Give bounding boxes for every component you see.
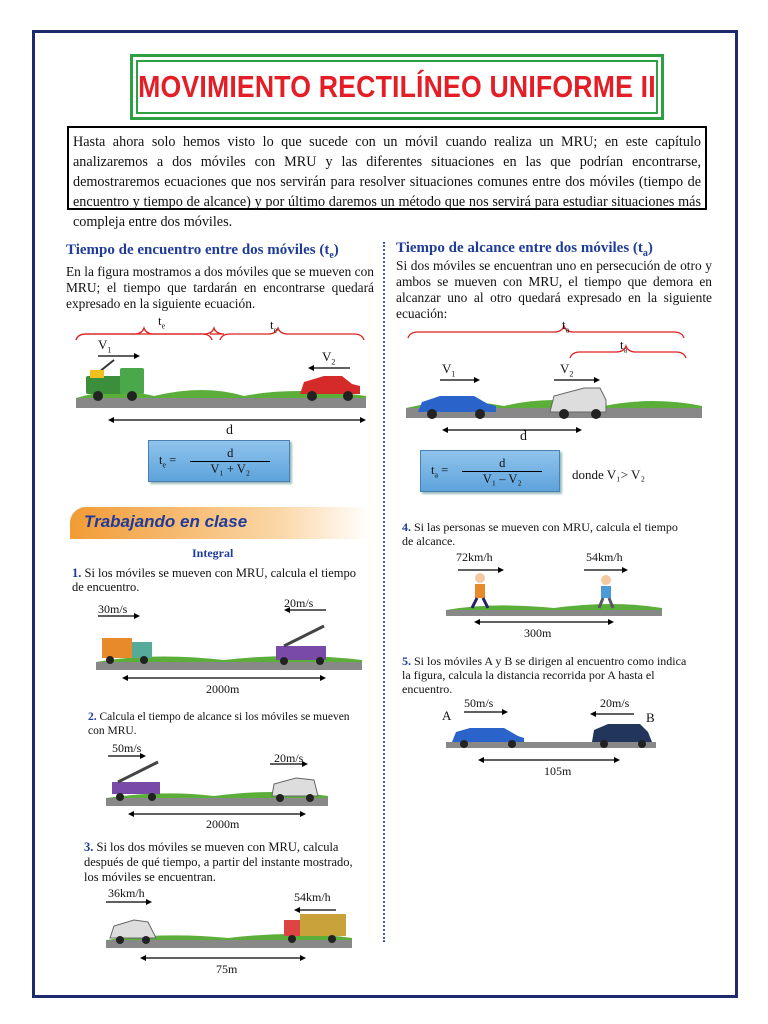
exercise-1-right-speed: 20m/s <box>284 596 314 610</box>
exercise-1-distance: 2000m <box>206 682 240 696</box>
exercise-5-label-b: B <box>646 710 655 725</box>
encuentro-text: En la figura mostramos a dos móviles que se mueven con MRU; el tiempo que tardarán en encontrarse quedará expresado en la siguiente ecuación. <box>66 264 374 311</box>
column-divider <box>383 242 385 942</box>
exercise-4: 4. Si las personas se mueven con MRU, calcula el tiempo de alcance. <box>402 520 678 548</box>
alcance-text: Si dos móviles se encuentran uno en persecución de otro y ambos se mueven con MRU, el tiempo que demora en alcanzar uno al otro quedará expresado en la siguiente ecuación: <box>396 258 712 321</box>
intro-paragraph: Hasta ahora solo hemos visto lo que sucede con un móvil cuando realiza un MRU; en este capítulo analizaremos a dos móviles con MRU y las diferentes situaciones en las que podrían encontrarse, demostraremos ecuaciones que nos servirán para resolver situaciones comunes entre dos móviles (tiempo de encuentro y tiempo de alcance) y por último daremos un método que nos servirá para estudiar situaciones más compleja entre dos móviles. <box>67 126 707 210</box>
encuentro-formula: $t_e$ = $\frac{d}{\text{V₁ + V₂}}$ <box>148 440 290 482</box>
exercise-5-left-speed: 50m/s <box>464 696 494 710</box>
encuentro-v2-label: $V_2$ <box>322 349 336 367</box>
page-title: MOVIMIENTO RECTILÍNEO UNIFORME II <box>138 69 656 104</box>
section-banner <box>70 507 370 539</box>
exercise-5-label-a: A <box>442 708 452 723</box>
alcance-d-label: d <box>520 429 527 444</box>
exercise-4-left-speed: 72km/h <box>456 550 493 564</box>
exercise-2-distance: 2000m <box>206 817 240 831</box>
exercise-5-right-speed: 20m/s <box>600 696 630 710</box>
banner-label: Trabajando en clase <box>84 512 248 531</box>
exercise-4-right-speed: 54km/h <box>586 550 623 564</box>
encuentro-v1-label: $V_1$ <box>98 337 112 355</box>
encuentro-te-label-1: $t_e$ <box>158 313 166 331</box>
encuentro-diagram <box>74 312 374 442</box>
alcance-ta-label-1: $t_a$ <box>562 317 570 335</box>
exercise-2: 2. Calcula el tiempo de alcance si los móviles se mueven con MRU. <box>88 711 350 737</box>
encuentro-heading: Tiempo de encuentro entre dos móviles $(t_e)$ <box>66 242 339 261</box>
alcance-v2-label: $V_2$ <box>560 361 574 379</box>
exercise-4-diagram <box>444 556 664 646</box>
exercise-3: 3. Si los dos móviles se mueven con MRU, calcula después de qué tiempo, a partir del instante mostrado, los móviles se encuentran. <box>84 840 353 884</box>
integral-label: Integral <box>192 546 234 560</box>
title-box <box>130 54 664 120</box>
exercise-4-distance: 300m <box>524 626 552 640</box>
exercise-3-distance: 75m <box>216 962 238 976</box>
exercise-1: 1. Si los móviles se mueven con MRU, calcula el tiempo de encuentro. <box>72 566 356 594</box>
alcance-ta-label-2: $t_a$ <box>620 337 628 355</box>
alcance-formula: $t_a$ = $\frac{d}{\text{V₁ – V₂}}$ <box>420 450 560 492</box>
exercise-3-right-speed: 54km/h <box>294 890 331 904</box>
exercise-3-left-speed: 36km/h <box>108 886 145 900</box>
alcance-diagram <box>404 318 704 448</box>
alcance-v1-label: $V_1$ <box>442 361 456 379</box>
encuentro-d-label: d <box>226 423 233 438</box>
exercise-2-left-speed: 50m/s <box>112 741 142 755</box>
encuentro-te-label-2: $t_e$ <box>270 317 278 335</box>
exercise-1-diagram <box>94 596 364 696</box>
exercise-5-distance: 105m <box>544 764 572 778</box>
alcance-heading: Tiempo de alcance entre dos móviles $(t_a)$ <box>396 240 653 259</box>
exercise-5: 5. Si los móviles A y B se dirigen al encuentro como indica la figura, calcula la distancia recorrida por A hasta el encuentro. <box>402 654 687 696</box>
exercise-1-left-speed: 30m/s <box>98 602 128 616</box>
alcance-condition: donde V₁> V₂ <box>572 467 645 482</box>
exercise-2-right-speed: 20m/s <box>274 751 304 765</box>
